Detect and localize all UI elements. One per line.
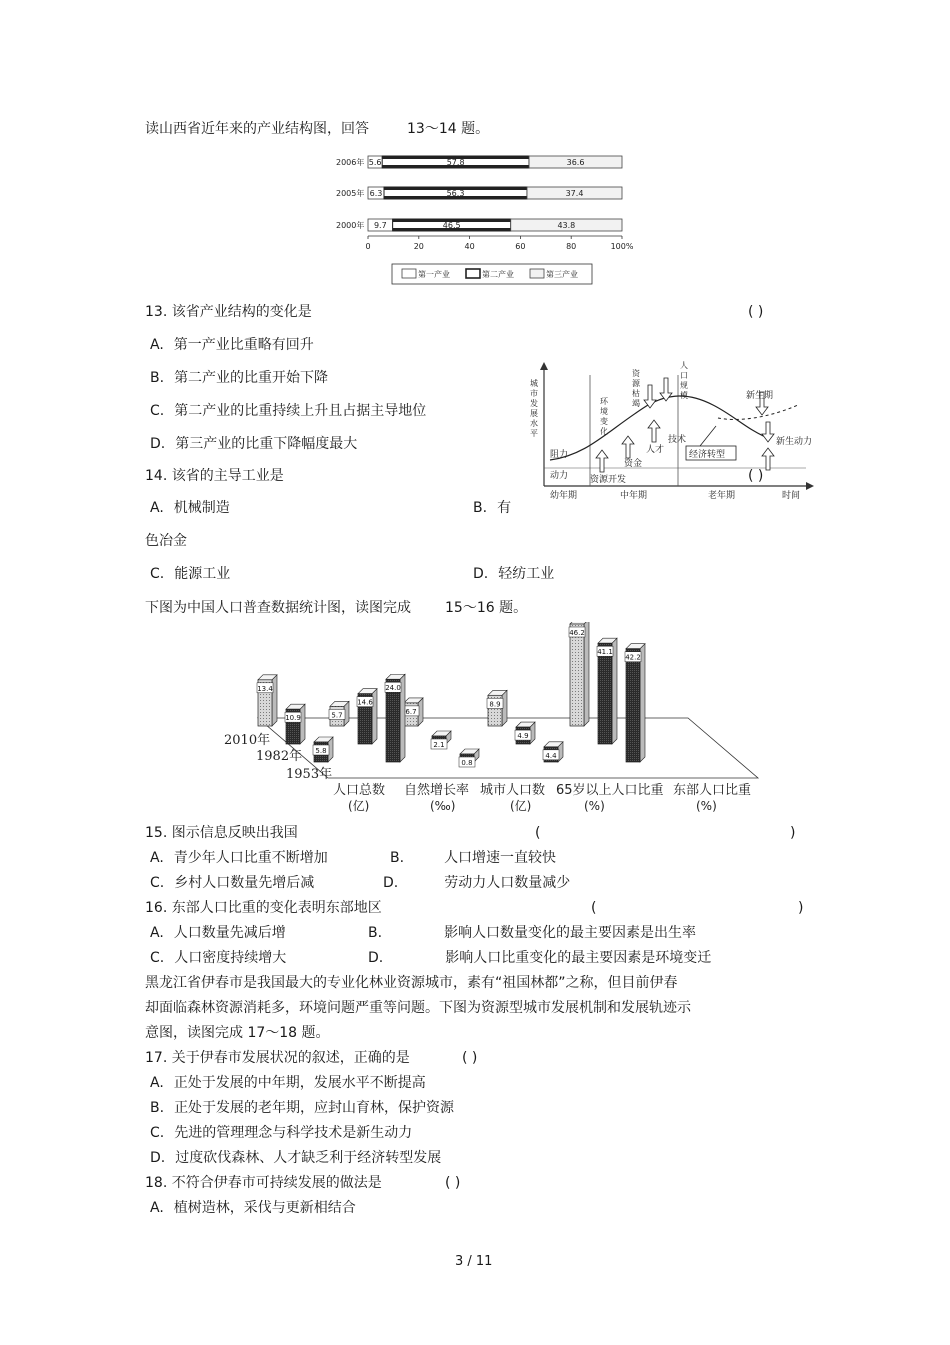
q16-option-d[interactable]: D. 影响人口比重变化的最主要因素是环境变迁: [368, 950, 712, 966]
census-chart: [218, 622, 778, 818]
industry-value-label: 6.3: [369, 189, 383, 198]
q14-answer-paren: ( ): [748, 468, 764, 484]
q15-stem: 15. 图示信息反映出我国: [145, 825, 298, 841]
label-power: 动力: [550, 471, 569, 481]
cat-growth-rate: 自然增长率: [404, 783, 470, 798]
q17-option-c[interactable]: C. 先进的管理理念与科学技术是新生动力: [150, 1125, 413, 1141]
stage-middle-age: 中年期: [620, 491, 648, 501]
census-bar-side: [272, 675, 277, 726]
q13-option-b[interactable]: B. 第二产业的比重开始下降: [150, 370, 329, 386]
label-population-scale: 人口规模: [680, 361, 688, 400]
census-bar: [598, 643, 612, 744]
census-value-label: 2.1: [433, 741, 445, 749]
q14-stem: 14. 该省的主导工业是: [145, 468, 284, 484]
q16-option-b[interactable]: B. 影响人口数量变化的最主要因素是出生率: [368, 925, 697, 941]
cat-population: 人口总数: [333, 783, 386, 798]
intro-15-16: 下图为中国人口普查数据统计图，读图完成 15～16 题。: [145, 600, 528, 616]
label-talent: 人才: [646, 445, 665, 455]
cat-growth-rate-unit: (‰): [430, 799, 456, 813]
census-value-label: 8.9: [489, 700, 501, 709]
industry-tick-label: 0: [365, 242, 371, 251]
industry-tick-label: 100%: [610, 242, 634, 251]
year-2010: 2010年: [224, 733, 271, 748]
census-value-label: 5.8: [315, 747, 327, 756]
q13-option-a[interactable]: A. 第一产业比重略有回升: [150, 337, 314, 353]
stage-old-age: 老年期: [708, 491, 736, 501]
census-bar-side: [300, 704, 305, 744]
q13-option-c[interactable]: C. 第二产业的比重持续上升且占据主导地位: [150, 403, 427, 419]
label-new-power: 新生动力: [776, 437, 813, 447]
q14-option-b-cont: 色冶金: [145, 533, 187, 549]
intro-13-14: 读山西省近年来的产业结构图，回答 13～14 题。: [145, 121, 490, 137]
census-value-label: 46.2: [569, 629, 585, 637]
q13-answer-paren: ( ): [748, 304, 764, 320]
industry-value-label: 9.7: [373, 221, 387, 230]
year-1953: 1953年: [286, 767, 333, 782]
q16-option-a[interactable]: A. 人口数量先减后增: [150, 925, 286, 941]
legend-label: 第三产业: [546, 270, 578, 279]
industry-tick-label: 20: [413, 242, 424, 251]
label-resource-exhaust: 资源枯竭: [632, 369, 640, 408]
q14-option-c[interactable]: C. 能源工业: [150, 566, 231, 582]
q15-option-c[interactable]: C. 乡村人口数量先增后减: [150, 875, 315, 891]
industry-year-label: 2006年: [336, 158, 365, 167]
year-1982: 1982年: [256, 749, 303, 764]
q17-option-d[interactable]: D. 过度砍伐森林、人才缺乏利于经济转型发展: [150, 1150, 442, 1166]
cat-population-unit: (亿): [348, 799, 370, 813]
label-econ-transform: 经济转型: [689, 450, 726, 460]
industry-structure-chart: [330, 150, 640, 290]
census-bar: [570, 624, 584, 726]
q15-option-b[interactable]: B. 人口增速一直较快: [390, 850, 557, 866]
label-capital: 资金: [624, 459, 643, 469]
cat-65plus-unit: (%): [584, 799, 605, 813]
industry-tick-label: 40: [464, 242, 475, 251]
legend-label: 第二产业: [482, 270, 514, 279]
passage-line-1: 黑龙江省伊春市是我国最大的专业化林业资源城市，素有“祖国林都”之称，但目前伊春: [145, 975, 678, 991]
q15-paren-left: (: [535, 825, 541, 841]
industry-value-label: 57.8: [446, 158, 465, 167]
q14-option-a[interactable]: A. 机械制造: [150, 500, 230, 516]
cat-urban-pop-unit: (亿): [510, 799, 532, 813]
label-resource-dev: 资源开发: [590, 475, 627, 485]
q18-option-a[interactable]: A. 植树造林，采伐与更新相结合: [150, 1200, 356, 1216]
legend-label: 第一产业: [418, 270, 450, 279]
legend-swatch: [530, 269, 544, 278]
census-value-label: 24.0: [385, 684, 401, 693]
q14-option-d[interactable]: D. 轻纺工业: [473, 566, 555, 582]
q17-option-a[interactable]: A. 正处于发展的中年期，发展水平不断提高: [150, 1075, 426, 1091]
industry-value-label: 46.5: [442, 221, 461, 230]
q16-option-c[interactable]: C. 人口密度持续增大: [150, 950, 287, 966]
label-env-change: 环境变化: [600, 397, 608, 436]
q16-stem: 16. 东部人口比重的变化表明东部地区: [145, 900, 382, 916]
industry-year-label: 2005年: [336, 189, 365, 198]
q18-answer-paren: ( ): [445, 1175, 461, 1191]
census-bar-side: [584, 622, 589, 726]
industry-value-label: 37.4: [565, 189, 584, 198]
stage-infancy: 幼年期: [550, 491, 578, 501]
census-value-label: 14.6: [357, 698, 373, 707]
census-value-label: 0.8: [461, 759, 473, 767]
passage-line-2: 却面临森林资源消耗多，环境问题严重等问题。下图为资源型城市发展机制和发展轨迹示: [145, 1000, 691, 1016]
census-bar: [626, 649, 640, 762]
page-number: 3 / 11: [455, 1254, 493, 1269]
industry-value-label: 36.6: [566, 158, 585, 167]
q13-stem: 13. 该省产业结构的变化是: [145, 304, 312, 320]
y-axis-label: 城市发展水平: [530, 379, 538, 438]
cat-east-share-unit: (%): [696, 799, 717, 813]
passage-line-3: 意图，读图完成 17～18 题。: [145, 1025, 330, 1041]
cat-65plus: 65岁以上人口比重: [556, 783, 664, 798]
census-value-label: 4.4: [545, 751, 557, 760]
legend-swatch: [402, 269, 416, 278]
census-value-label: 13.4: [257, 684, 273, 693]
industry-value-label: 43.8: [557, 221, 576, 230]
census-value-label: 42.2: [625, 653, 641, 662]
industry-tick-label: 60: [515, 242, 526, 251]
cat-urban-pop: 城市人口数: [480, 783, 546, 798]
industry-year-label: 2000年: [336, 221, 365, 230]
cat-east-share: 东部人口比重: [673, 783, 752, 798]
census-value-label: 4.9: [517, 732, 529, 741]
industry-value-label: 56.3: [446, 189, 465, 198]
census-value-label: 5.7: [331, 711, 343, 720]
q17-stem: 17. 关于伊春市发展状况的叙述，正确的是: [145, 1050, 410, 1066]
industry-value-label: 5.6: [368, 158, 382, 167]
q17-answer-paren: ( ): [462, 1050, 478, 1066]
q15-option-a[interactable]: A. 青少年人口比重不断增加: [150, 850, 328, 866]
q15-paren-right: ): [790, 825, 796, 841]
label-resistance: 阻力: [550, 450, 569, 460]
q15-option-d[interactable]: D. 劳动力人口数量减少: [383, 875, 571, 891]
resource-city-diagram: [528, 360, 820, 505]
q18-stem: 18. 不符合伊春市可持续发展的做法是: [145, 1175, 382, 1191]
census-value-label: 10.9: [285, 714, 301, 723]
census-value-label: 6.7: [405, 707, 417, 716]
label-new-period: 新生期: [746, 391, 774, 401]
census-value-label: 41.1: [597, 648, 613, 657]
x-axis-label: 时间: [782, 491, 801, 501]
q14-option-b[interactable]: B. 有: [473, 500, 512, 516]
industry-tick-label: 80: [566, 242, 577, 251]
legend-swatch: [466, 269, 480, 278]
q13-option-d[interactable]: D. 第三产业的比重下降幅度最大: [150, 436, 358, 452]
q17-option-b[interactable]: B. 正处于发展的老年期，应封山育林，保护资源: [150, 1100, 455, 1116]
q16-paren-left: (: [591, 900, 597, 916]
label-tech: 技术: [668, 435, 687, 445]
q16-paren-right: ): [798, 900, 804, 916]
